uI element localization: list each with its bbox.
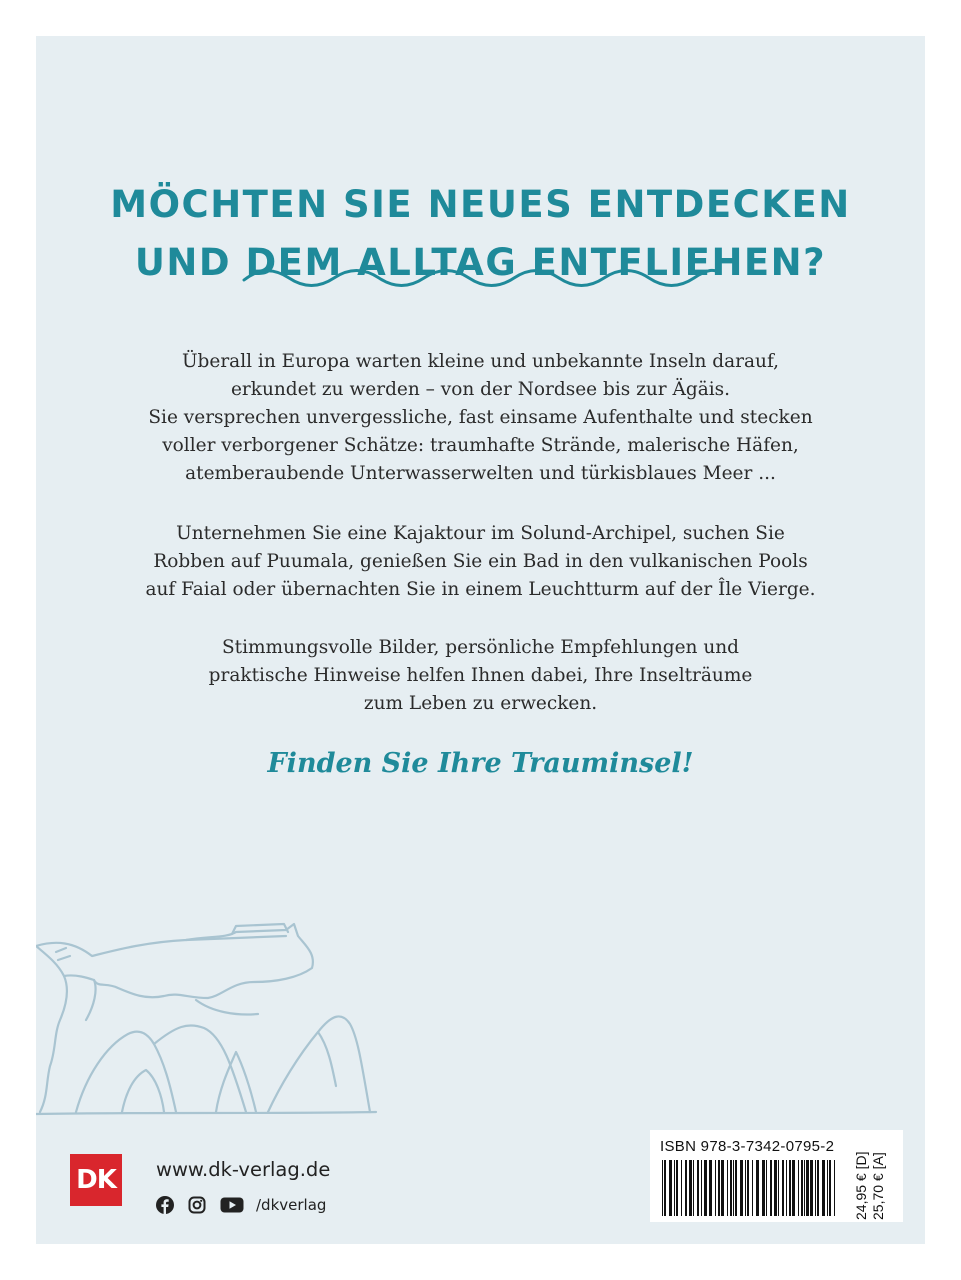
barcode-bar <box>766 1160 767 1216</box>
barcode-bar <box>762 1160 765 1216</box>
barcode-bar <box>721 1160 724 1216</box>
dk-logo: DK <box>70 1154 122 1206</box>
barcode-bar <box>701 1160 702 1216</box>
barcode-bar <box>801 1160 803 1216</box>
barcode-bar <box>664 1160 666 1216</box>
barcode-bar <box>834 1160 835 1216</box>
social-handle[interactable]: /dkverlag <box>256 1196 327 1214</box>
barcode-bar <box>747 1160 749 1216</box>
barcode-bar <box>662 1160 663 1216</box>
barcode-bar <box>733 1160 734 1216</box>
barcode-bar <box>770 1160 772 1216</box>
barcode-bar <box>697 1160 699 1216</box>
barcode-bar <box>789 1160 791 1216</box>
barcode-bar <box>804 1160 805 1216</box>
headline-line-1: MÖCHTEN SIE NEUES ENTDECKEN <box>110 183 851 226</box>
barcode-bar <box>674 1160 675 1216</box>
barcode-bar <box>822 1160 825 1216</box>
price-germany: 24,95 € [D] <box>853 1151 869 1220</box>
barcode-bar <box>709 1160 712 1216</box>
paragraph-line: atemberaubende Unterwasserwelten und türkisblaues Meer ... <box>185 463 776 484</box>
barcode-icon <box>660 1160 840 1216</box>
paragraph-line: Robben auf Puumala, genießen Sie ein Bad in den vulkanischen Pools <box>153 551 808 572</box>
barcode-bar <box>704 1160 707 1216</box>
price-austria: 25,70 € [A] <box>870 1152 886 1220</box>
barcode-bar <box>740 1160 743 1216</box>
barcode-bar <box>782 1160 784 1216</box>
barcode-bar <box>774 1160 777 1216</box>
barcode-bar <box>756 1160 759 1216</box>
barcode-bar <box>715 1160 716 1216</box>
barcode-bar <box>806 1160 809 1216</box>
paragraph-line: Unternehmen Sie eine Kajaktour im Solund-Archipel, suchen Sie <box>176 523 785 544</box>
publisher-website-link[interactable]: www.dk-verlag.de <box>156 1158 331 1181</box>
barcode-bar <box>685 1160 687 1216</box>
isbn-label: ISBN 978-3-7342-0795-2 <box>660 1138 835 1155</box>
tagline: Finden Sie Ihre Trauminsel! <box>267 748 694 779</box>
barcode-bar <box>718 1160 720 1216</box>
barcode-bar <box>792 1160 795 1216</box>
book-back-cover <box>36 36 925 1244</box>
barcode-bar <box>676 1160 678 1216</box>
barcode-bar <box>798 1160 799 1216</box>
barcode-bar <box>815 1160 816 1216</box>
paragraph-line: Stimmungsvolle Bilder, persönliche Empfehlungen und <box>221 637 740 658</box>
facebook-icon[interactable] <box>156 1196 174 1214</box>
paragraph-line: Sie versprechen unvergessliche, fast einsame Aufenthalte und stecken <box>148 407 813 428</box>
barcode-bar <box>817 1160 819 1216</box>
barcode-bar <box>693 1160 694 1216</box>
paragraph-intro <box>36 348 925 488</box>
barcode-bar <box>778 1160 779 1216</box>
paragraph-line: auf Faial oder übernachten Sie in einem Leuchtturm auf der Île Vierge. <box>145 579 816 600</box>
barcode-bar <box>727 1160 728 1216</box>
barcode-bar <box>786 1160 787 1216</box>
barcode-bar <box>669 1160 672 1216</box>
paragraph-features <box>36 634 925 718</box>
barcode-bar <box>689 1160 692 1216</box>
barcode-bar <box>810 1160 813 1216</box>
paragraph-line: zum Leben zu erwecken. <box>363 693 598 714</box>
paragraph-line: Überall in Europa warten kleine und unbekannte Inseln darauf, <box>181 351 780 372</box>
island-cliffs-illustration-icon <box>36 916 596 1126</box>
barcode-bar <box>681 1160 682 1216</box>
barcode-bar <box>735 1160 737 1216</box>
paragraph-line: erkundet zu werden – von der Nordsee bis zur Ägäis. <box>230 379 731 400</box>
barcode-bar <box>730 1160 732 1216</box>
barcode-bar <box>827 1160 828 1216</box>
paragraph-line: praktische Hinweise helfen Ihnen dabei, Ihre Inselträume <box>208 665 753 686</box>
social-links <box>156 1194 326 1216</box>
instagram-icon[interactable] <box>188 1196 206 1214</box>
wave-divider-icon <box>242 264 722 292</box>
barcode-bar <box>829 1160 831 1216</box>
barcode-bar <box>752 1160 753 1216</box>
youtube-icon[interactable] <box>220 1196 244 1214</box>
headline-line-2: UND DEM ALLTAG ENTFLIEHEN? <box>134 241 827 284</box>
paragraph-line: voller verborgener Schätze: traumhafte Strände, malerische Häfen, <box>162 435 799 456</box>
paragraph-activities <box>36 520 925 604</box>
barcode-bar <box>745 1160 746 1216</box>
